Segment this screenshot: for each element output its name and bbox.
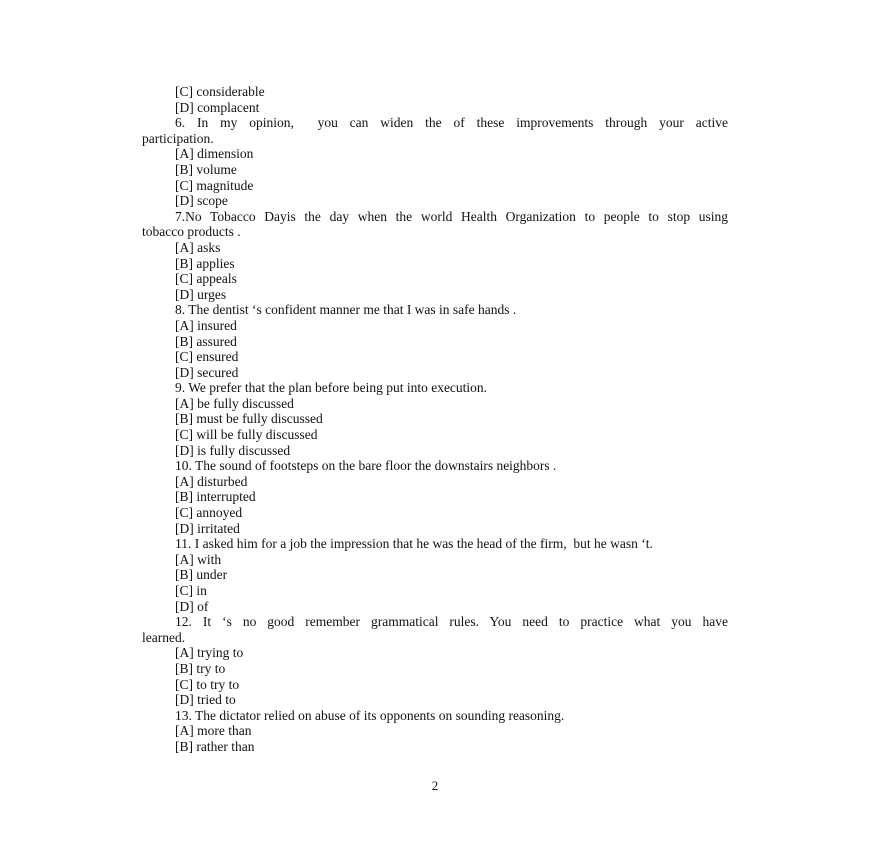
option-line: [C] appeals [175, 271, 237, 287]
question-line: 11. I asked him for a job the impression that he was the head of the firm, but he wasn ‘t. [175, 536, 653, 552]
option-line: [A] dimension [175, 146, 254, 162]
option-line: [D] of [175, 598, 209, 614]
question-line: 7.No Tobacco Dayis the day when the world Health Organization to people to stop using [175, 208, 728, 224]
option-line: [C] to try to [175, 676, 240, 692]
option-line: [B] must be fully discussed [175, 411, 323, 427]
option-line: [A] with [175, 551, 222, 567]
option-line: [D] scope [175, 193, 228, 209]
option-line: [B] applies [175, 255, 235, 271]
question-line: 12. It ‘s no good remember grammatical rules. You need to practice what you have [175, 614, 728, 630]
option-line: [C] considerable [175, 84, 265, 99]
question-line: participation. [142, 130, 214, 146]
option-line: [B] try to [175, 660, 226, 676]
question-line: tobacco products . [142, 224, 241, 240]
option-line: [D] complacent [175, 99, 260, 115]
question-line: learned. [142, 629, 186, 645]
question-line: 9. We prefer that the plan before being put into execution. [175, 380, 488, 396]
option-line: [D] is fully discussed [175, 442, 291, 458]
option-line: [A] trying to [175, 645, 244, 661]
option-line: [B] assured [175, 333, 237, 349]
option-line: [D] irritated [175, 520, 240, 536]
option-line: [B] interrupted [175, 489, 256, 505]
question-list [142, 84, 728, 755]
option-line: [C] annoyed [175, 505, 243, 521]
option-line: [B] under [175, 567, 228, 583]
option-line: [C] ensured [175, 349, 239, 365]
option-line: [C] in [175, 583, 207, 598]
question-line: 8. The dentist ‘s confident manner me that I was in safe hands . [175, 302, 517, 318]
question-line: 6. In my opinion, you can widen the of these improvements through your active [175, 115, 728, 131]
option-line: [C] will be fully discussed [175, 427, 318, 443]
question-line: 10. The sound of footsteps on the bare floor the downstairs neighbors . [175, 458, 557, 474]
option-line: [A] be fully discussed [175, 395, 294, 411]
option-line: [C] magnitude [175, 177, 254, 193]
page-number: 2 [431, 778, 439, 793]
option-line: [D] tried to [175, 692, 236, 708]
option-line: [A] asks [175, 239, 221, 255]
option-line: [A] insured [175, 317, 237, 333]
option-line: [D] secured [175, 364, 239, 380]
option-line: [B] rather than [175, 738, 255, 754]
option-line: [A] disturbed [175, 473, 248, 489]
option-line: [B] volume [175, 161, 237, 177]
option-line: [D] urges [175, 286, 227, 302]
question-line: 13. The dictator relied on abuse of its opponents on sounding reasoning. [175, 707, 565, 723]
option-line: [A] more than [175, 723, 252, 739]
